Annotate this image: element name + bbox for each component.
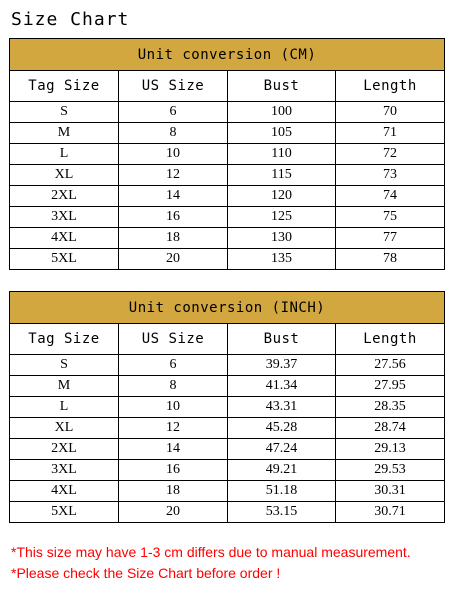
cell-length: 77	[336, 228, 445, 249]
cell-bust: 120	[228, 186, 336, 207]
cell-us-size: 20	[119, 502, 228, 523]
cell-length: 72	[336, 144, 445, 165]
cell-length: 27.56	[336, 355, 445, 376]
cell-us-size: 16	[119, 207, 228, 228]
column-header-tag-size: Tag Size	[10, 324, 119, 355]
table-row	[10, 460, 445, 481]
cell-us-size: 16	[119, 460, 228, 481]
table-row	[10, 144, 445, 165]
cell-us-size: 20	[119, 249, 228, 270]
cell-length: 75	[336, 207, 445, 228]
cell-us-size: 18	[119, 481, 228, 502]
cell-tag-size: 3XL	[10, 460, 119, 481]
cell-tag-size: 4XL	[10, 481, 119, 502]
cell-tag-size: 5XL	[10, 502, 119, 523]
table-row	[10, 481, 445, 502]
cell-us-size: 6	[119, 102, 228, 123]
cell-tag-size: 4XL	[10, 228, 119, 249]
table-row	[10, 418, 445, 439]
table-row	[10, 228, 445, 249]
cell-bust: 125	[228, 207, 336, 228]
cell-us-size: 6	[119, 355, 228, 376]
cell-bust: 51.18	[228, 481, 336, 502]
table-row	[10, 123, 445, 144]
cell-length: 28.74	[336, 418, 445, 439]
cell-us-size: 14	[119, 439, 228, 460]
cell-length: 73	[336, 165, 445, 186]
table-row	[10, 165, 445, 186]
cell-bust: 130	[228, 228, 336, 249]
column-header-length: Length	[336, 324, 445, 355]
cell-tag-size: 5XL	[10, 249, 119, 270]
cell-bust: 100	[228, 102, 336, 123]
size-table-cm	[9, 38, 445, 270]
cell-bust: 45.28	[228, 418, 336, 439]
table-body	[10, 102, 445, 270]
cell-length: 27.95	[336, 376, 445, 397]
cell-tag-size: S	[10, 355, 119, 376]
cell-tag-size: XL	[10, 165, 119, 186]
table-caption: Unit conversion (CM)	[10, 39, 445, 71]
cell-bust: 49.21	[228, 460, 336, 481]
table-row	[10, 186, 445, 207]
column-header-tag-size: Tag Size	[10, 71, 119, 102]
table-row	[10, 207, 445, 228]
cell-tag-size: S	[10, 102, 119, 123]
cell-length: 71	[336, 123, 445, 144]
table-row	[10, 502, 445, 523]
cell-bust: 39.37	[228, 355, 336, 376]
cell-tag-size: L	[10, 397, 119, 418]
cell-us-size: 12	[119, 165, 228, 186]
cell-tag-size: M	[10, 123, 119, 144]
column-header-us-size: US Size	[119, 71, 228, 102]
cell-length: 29.53	[336, 460, 445, 481]
check-chart-note: *Please check the Size Chart before order !	[11, 565, 281, 581]
cell-tag-size: 2XL	[10, 439, 119, 460]
cell-tag-size: XL	[10, 418, 119, 439]
cell-length: 78	[336, 249, 445, 270]
table-row	[10, 249, 445, 270]
cell-bust: 135	[228, 249, 336, 270]
cell-us-size: 18	[119, 228, 228, 249]
cell-tag-size: 3XL	[10, 207, 119, 228]
table-body	[10, 355, 445, 523]
column-header-us-size: US Size	[119, 324, 228, 355]
cell-bust: 43.31	[228, 397, 336, 418]
cell-us-size: 12	[119, 418, 228, 439]
table-row	[10, 376, 445, 397]
size-table-inch	[9, 291, 445, 523]
cell-us-size: 10	[119, 144, 228, 165]
cell-bust: 53.15	[228, 502, 336, 523]
cell-bust: 41.34	[228, 376, 336, 397]
cell-length: 30.31	[336, 481, 445, 502]
column-header-row	[10, 71, 445, 102]
cell-tag-size: L	[10, 144, 119, 165]
table-row	[10, 355, 445, 376]
cell-tag-size: 2XL	[10, 186, 119, 207]
measurement-note: *This size may have 1-3 cm differs due to manual measurement.	[11, 544, 411, 560]
cell-bust: 110	[228, 144, 336, 165]
table-row	[10, 439, 445, 460]
column-header-length: Length	[336, 71, 445, 102]
table-row	[10, 102, 445, 123]
cell-us-size: 8	[119, 376, 228, 397]
cell-length: 30.71	[336, 502, 445, 523]
cell-length: 74	[336, 186, 445, 207]
column-header-row	[10, 324, 445, 355]
table-row	[10, 397, 445, 418]
column-header-bust: Bust	[228, 324, 336, 355]
cell-bust: 105	[228, 123, 336, 144]
cell-length: 28.35	[336, 397, 445, 418]
cell-us-size: 8	[119, 123, 228, 144]
page-title: Size Chart	[11, 9, 130, 30]
column-header-bust: Bust	[228, 71, 336, 102]
cell-bust: 47.24	[228, 439, 336, 460]
cell-length: 70	[336, 102, 445, 123]
cell-bust: 115	[228, 165, 336, 186]
cell-us-size: 10	[119, 397, 228, 418]
cell-tag-size: M	[10, 376, 119, 397]
cell-us-size: 14	[119, 186, 228, 207]
table-caption: Unit conversion (INCH)	[10, 292, 445, 324]
cell-length: 29.13	[336, 439, 445, 460]
